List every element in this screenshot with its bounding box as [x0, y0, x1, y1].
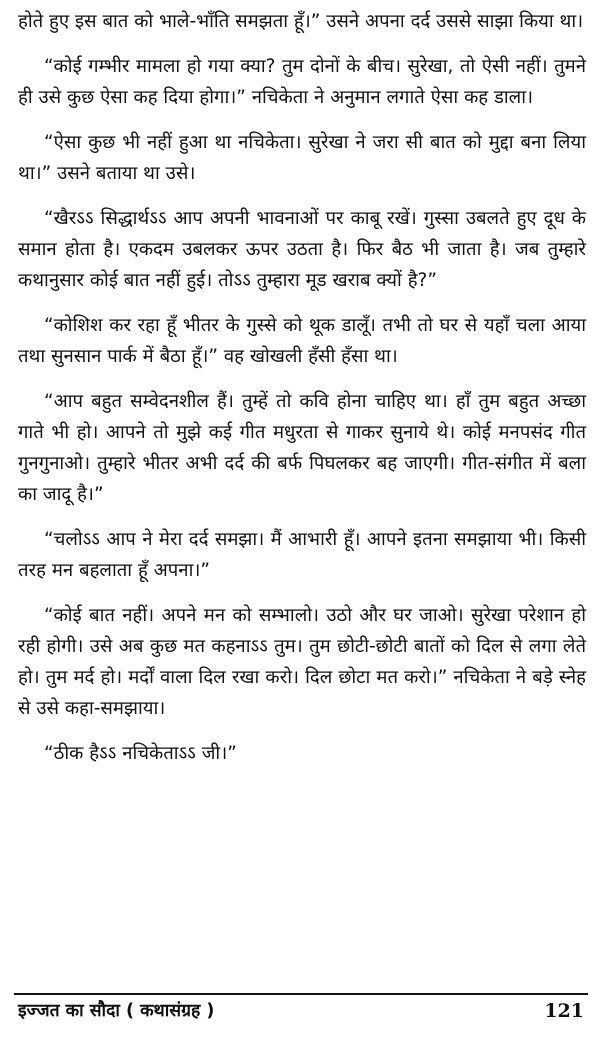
paragraph-2: “कोई गम्भीर मामला हो गया क्या? तुम दोनों के बीच। सुरेखा, तो ऐसी नहीं। तुमने ही उसे कुछ ऐसा कह दिया होगा।” नचिकेता ने अनुमान लगाते ऐसा कह डाला। — [18, 56, 586, 108]
footer-divider — [14, 993, 588, 995]
page-number: 121 — [544, 1000, 584, 1022]
paragraph-8: “कोई बात नहीं। अपने मन को सम्भालो। उठो और घर जाओ। सुरेखा परेशान हो रही होगी। उसे अब कुछ मत कहनाऽऽ तुम। तुम छोटी-छोटी बातों को दिल से लगा लेते हो। तुम मर्द हो। मर्दों वाला दिल रखा करो। दिल छोटा मत करो।” नचिकेता ने बड़े स्नेह से उसे कहा-समझाया। — [18, 605, 586, 719]
paragraph-4: “खैरऽऽ सिद्धार्थऽऽ आप अपनी भावनाओं पर काबू रखें। गुस्सा उबलते हुए दूध के समान होता है। एकदम उबलकर ऊपर उठता है। फिर बैठ भी जाता है। जब तुम्हारे कथानुसार कोई बात नहीं हुई। तोऽऽ तुम्हारा मूड खराब क्यों है?” — [18, 208, 586, 291]
paragraph-5: “कोशिश कर रहा हूँ भीतर के गुस्से को थूक डालूँ। तभी तो घर से यहाँ चला आया तथा सुनसान पार्क में बैठा हूँ।” वह खोखली हँसी हँसा था। — [18, 315, 586, 367]
page-body-text — [18, 6, 586, 783]
paragraph-9: “ठीक हैऽऽ नचिकेताऽऽ जी।” — [44, 743, 237, 764]
paragraph-7: “चलोऽऽ आप ने मेरा दर्द समझा। मैं आभारी हूँ। आपने इतना समझाया भी। किसी तरह मन बहलाता हूँ अपना।” — [18, 529, 586, 581]
paragraph-6: “आप बहुत सम्वेदनशील हैं। तुम्हें तो कवि होना चाहिए था। हाँ तुम बहुत अच्छा गाते भी हो। आपने तो मुझे कई गीत मधुरता से गाकर सुनाये थे। कोई मनपसंद गीत गुनगुनाओ। तुम्हारे भीतर अभी दर्द की बर्फ पिघलकर बह जाएगी। गीत-संगीत में बला का जादू है।” — [18, 391, 586, 505]
paragraph-3: “ऐसा कुछ भी नहीं हुआ था नचिकेता। सुरेखा ने जरा सी बात को मुद्दा बना लिया था।” उसने बताया था उसे। — [18, 132, 586, 184]
paragraph-1: होते हुए इस बात को भाले-भाँति समझता हूँ।” उसने अपना दर्द उससे साझा किया था। — [18, 11, 584, 32]
footer-book-title: इज्जत का सौदा ( कथासंग्रह ) — [18, 1001, 215, 1021]
